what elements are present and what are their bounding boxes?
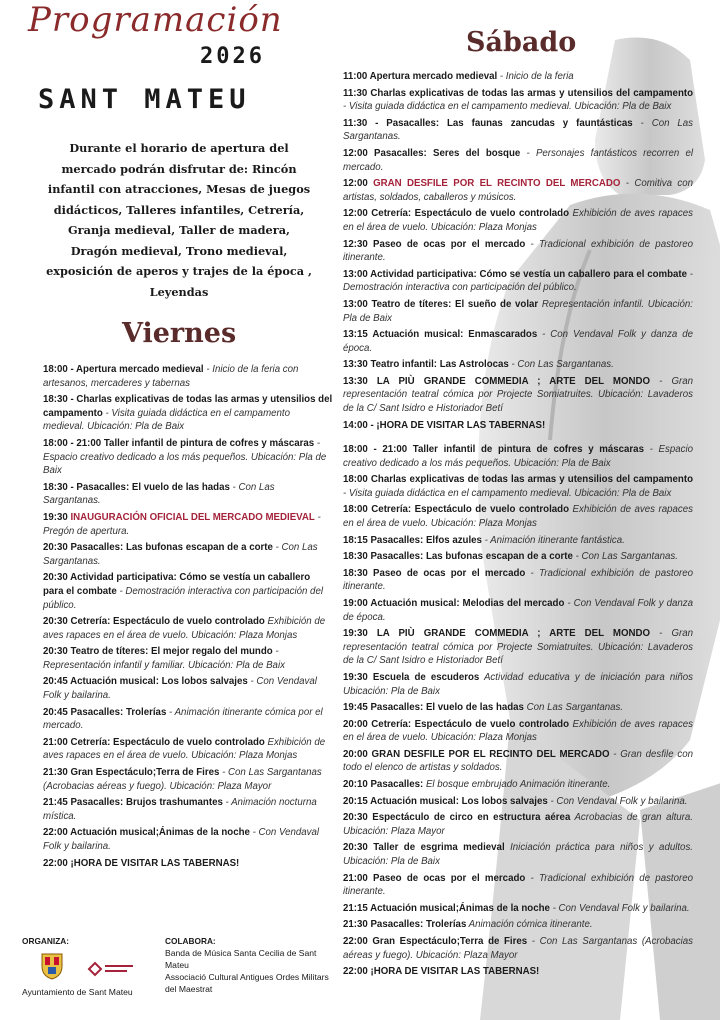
- event-highlight: GRAN DESFILE POR EL RECINTO DEL MERCADO: [373, 178, 621, 190]
- event-description: - Gran representación teatral cómica por Projecte Somiatruites. Ubicación: Lavaderos de la C/ Sant Isidro e Historiador Betí: [343, 628, 693, 667]
- event-highlight: INAUGURACIÓN OFICIAL DEL MERCADO MEDIEVAL: [70, 511, 315, 523]
- colabora-line: Banda de Música Santa Cecilia de Sant Mateu: [165, 948, 317, 970]
- schedule-event: [343, 811, 693, 838]
- event-description: - Demostración interactiva con participación del público.: [343, 268, 693, 294]
- event-description: - Visita guiada didáctica en el campamento medieval. Ubicación: Pla de Baix: [43, 407, 290, 433]
- schedule-event: [343, 534, 693, 548]
- schedule-event: [343, 935, 693, 962]
- viernes-heading: Viernes: [122, 318, 237, 349]
- schedule-event: [343, 147, 693, 174]
- schedule-event: [43, 645, 333, 672]
- event-title: 14:00 - ¡HORA DE VISITAR LAS TABERNAS!: [343, 419, 546, 431]
- event-title: 13:00 Teatro de títeres: El sueño de volar: [343, 298, 539, 310]
- schedule-event: [343, 443, 693, 470]
- event-title: 22:00 Actuación musical;Ánimas de la noche: [43, 827, 250, 839]
- event-description: - Con Las Sargantanas.: [43, 542, 318, 567]
- schedule-event: [343, 748, 693, 775]
- schedule-event: [43, 736, 333, 763]
- schedule-event: [343, 627, 693, 668]
- schedule-event: [43, 541, 333, 568]
- event-description: - Personajes fantásticos recorren el mercado.: [343, 147, 693, 173]
- event-title: 18:15 Pasacalles: Elfos azules: [343, 534, 482, 546]
- schedule-event: [43, 363, 333, 390]
- event-title: 11:30 - Pasacalles: Las faunas zancudas y fauntásticas: [343, 117, 633, 129]
- event-description: El bosque embrujado Animación itinerante.: [423, 779, 611, 791]
- schedule-event: [343, 70, 693, 84]
- colabora-block: [165, 935, 330, 995]
- event-title: 20:30 Espectáculo de circo en estructura aérea: [343, 812, 571, 824]
- schedule-event: [343, 965, 693, 979]
- schedule-event: [43, 511, 333, 538]
- schedule-event: [343, 328, 693, 355]
- event-title: 12:00: [343, 178, 374, 190]
- event-description: - Con Las Sargantanas (Acrobacias aéreas y fuego). Ubicación: Plaza Mayor: [343, 936, 693, 961]
- event-title: 22:00 ¡HORA DE VISITAR LAS TABERNAS!: [343, 966, 540, 978]
- event-description: Animación cómica itinerante.: [466, 919, 593, 931]
- event-title: 21:30 Gran Espectáculo;Terra de Fires: [43, 767, 220, 779]
- schedule-event: [343, 902, 693, 916]
- event-title: 21:30 Pasacalles: Trolerías: [343, 919, 467, 931]
- event-title: 18:30 - Charlas explicativas de todas las armas y utensilios del campamento: [43, 394, 333, 419]
- event-description: - Con Vendaval Folk y danza de época.: [343, 329, 693, 354]
- event-description: - Visita guiada didáctica en el campamento medieval. Ubicación: Pla de Baix: [343, 101, 672, 113]
- schedule-event: [43, 571, 333, 612]
- event-title: 19:30: [43, 511, 71, 523]
- event-description: - Animación itinerante cómica por el mercado.: [43, 706, 323, 732]
- event-description: Iniciación práctica para niños y adultos. Ubicación: Pla de Baix: [343, 842, 693, 868]
- event-description: Representación infantil. Ubicación: Pla de Baix: [343, 298, 693, 324]
- event-title: 22:00 Gran Espectáculo;Terra de Fires: [343, 936, 528, 947]
- organiza-name: Ayuntamiento de Sant Mateu: [22, 987, 133, 997]
- event-title: 20:30 Actividad participativa: Cómo se vestía un caballero para el combate: [43, 572, 311, 597]
- schedule-event: [343, 419, 693, 433]
- event-description: - Con Vendaval Folk y bailarina.: [547, 795, 688, 807]
- event-description: - Con Las Sargantanas.: [572, 551, 678, 563]
- event-title: 21:00 Cetrería: Espectáculo de vuelo controlado: [43, 736, 265, 748]
- schedule-event: [343, 298, 693, 325]
- event-description: Exhibición de aves rapaces en el área de vuelo. Ubicación: Plaza Monjas: [343, 208, 693, 233]
- event-title: 20:30 Cetrería: Espectáculo de vuelo controlado: [43, 616, 265, 628]
- event-description: - Con Las Sargantanas.: [343, 117, 693, 143]
- event-description: - Inicio de la feria: [497, 71, 574, 82]
- sabado-heading: Sábado: [466, 27, 577, 58]
- schedule-event: [43, 437, 333, 478]
- schedule-event: [343, 795, 693, 809]
- event-title: 18:00 Charlas explicativas de todas las armas y utensilios del campamento: [343, 474, 693, 486]
- event-description: - Gran representación teatral cómica por Projecte Somiatruites. Ubicación: Lavaderos de la C/ Sant Isidro e Historiador Betí: [343, 375, 693, 415]
- schedule-event: [343, 268, 693, 295]
- colabora-line: Associació Cultural Antigues Ordes Militars del Maestrat: [165, 972, 329, 994]
- event-description: - Pregón de apertura.: [43, 511, 321, 537]
- event-title: 22:00 ¡HORA DE VISITAR LAS TABERNAS!: [43, 857, 240, 869]
- event-title: 12:30 Paseo de ocas por el mercado: [343, 238, 526, 250]
- event-description: - Tradicional exhibición de pastoreo itinerante.: [343, 238, 694, 264]
- event-title: 11:30 Charlas explicativas de todas las armas y utensilios del campamento: [343, 87, 693, 99]
- schedule-event: [343, 87, 693, 114]
- schedule-event: [343, 550, 693, 564]
- event-title: 18:00 - 21:00 Taller infantil de pintura de cofres y máscaras: [43, 437, 315, 449]
- event-description: Con Las Sargantanas.: [523, 702, 624, 714]
- event-description: Exhibición de aves rapaces en el área de vuelo. Ubicación: Plaza Monjas: [43, 616, 326, 641]
- schedule-event: [343, 701, 693, 715]
- event-description: - Visita guiada didáctica en el campamento medieval. Ubicación: Pla de Baix: [343, 487, 672, 499]
- schedule-event: [43, 857, 333, 871]
- town-title: SANT MATEU: [38, 84, 251, 115]
- event-title: 18:30 Pasacalles: Las bufonas escapan de a corte: [343, 551, 573, 563]
- event-title: 21:00 Paseo de ocas por el mercado: [343, 872, 526, 884]
- schedule-event: [343, 375, 693, 416]
- event-title: 20:30 Pasacalles: Las bufonas escapan de a corte: [43, 542, 273, 554]
- schedule-event: [343, 597, 693, 624]
- schedule-event: [343, 473, 693, 500]
- colabora-label: COLABORA:: [165, 936, 216, 946]
- event-description: - Inicio de la feria con artesanos, mercaderes y tabernas: [43, 364, 299, 389]
- event-description: - Demostración interactiva con participación del público.: [43, 585, 323, 611]
- event-description: - Tradicional exhibición de pastoreo itinerante.: [343, 872, 694, 898]
- schedule-event: [43, 826, 333, 853]
- event-description: Exhibición de aves rapaces en el área de vuelo. Ubicación: Plaza Monjas: [343, 718, 693, 744]
- event-description: - Animación itinerante fantástica.: [481, 534, 625, 546]
- schedule-event: [43, 675, 333, 702]
- event-title: 18:00 - Apertura mercado medieval: [43, 364, 204, 375]
- schedule-event: [343, 918, 693, 932]
- schedule-event: [343, 718, 693, 745]
- schedule-event: [43, 796, 333, 823]
- schedule-event: [343, 117, 693, 144]
- sabado-evening-schedule: [343, 443, 693, 982]
- event-description: - Con Las Sargantanas (Acrobacias aéreas y fuego). Ubicación: Plaza Mayor: [43, 767, 322, 792]
- event-description: - Representación infantil y familiar. Ubicación: Pla de Baix: [43, 646, 285, 671]
- event-title: 20:30 Teatro de títeres: El mejor regalo del mundo: [43, 646, 273, 658]
- schedule-event: [343, 872, 693, 899]
- event-title: 20:45 Actuación musical: Los lobos salvajes: [43, 676, 248, 688]
- event-description: - Con Vendaval Folk y bailarina.: [43, 676, 317, 702]
- event-title: 19:00 Actuación musical: Melodias del mercado: [343, 597, 565, 609]
- event-title: 21:15 Actuación musical;Ánimas de la noche: [343, 902, 550, 914]
- event-description: - Animación nocturna mística.: [43, 797, 317, 822]
- event-title: 12:00 Cetrería: Espectáculo de vuelo controlado: [343, 208, 569, 220]
- schedule-event: [43, 615, 333, 642]
- schedule-event: [43, 393, 333, 434]
- event-description: - Con Vendaval Folk y bailarina.: [43, 827, 320, 852]
- event-title: 20:30 Taller de esgrima medieval: [343, 842, 505, 854]
- schedule-event: [43, 706, 333, 733]
- event-title: 13:30 LA PIÙ GRANDE COMMEDIA ; ARTE DEL MONDO: [343, 375, 651, 387]
- event-description: - Con Vendaval Folk y bailarina.: [549, 902, 690, 914]
- schedule-event: [343, 841, 693, 868]
- sabado-morning-schedule: [343, 70, 693, 435]
- event-description: - Gran desfile con todo el elenco de artistas y soldados.: [343, 748, 693, 774]
- event-title: 13:00 Actividad participativa: Cómo se vestía un caballero para el combate: [343, 268, 688, 280]
- year-label: 2026: [200, 44, 265, 69]
- schedule-event: [43, 766, 333, 793]
- event-title: 19:30 LA PIÙ GRANDE COMMEDIA ; ARTE DEL MONDO: [343, 628, 651, 640]
- event-description: Exhibición de aves rapaces en el área de vuelo. Ubicación: Plaza Monjas: [43, 736, 326, 762]
- event-title: 20:45 Pasacalles: Trolerías: [43, 706, 167, 718]
- event-title: 19:30 Escuela de escuderos: [343, 671, 480, 683]
- event-description: Exhibición de aves rapaces en el área de vuelo. Ubicación: Plaza Monjas: [343, 504, 693, 529]
- event-title: 18:30 - Pasacalles: El vuelo de las hadas: [43, 481, 230, 493]
- event-title: 20:15 Actuación musical: Los lobos salvajes: [343, 795, 548, 807]
- organiza-label: ORGANIZA:: [22, 936, 70, 946]
- event-title: 18:00 Cetrería: Espectáculo de vuelo controlado: [343, 504, 569, 516]
- event-title: 13:15 Actuación musical: Enmascarados: [343, 329, 538, 341]
- event-description: - Comitiva con artistas, soldados, caballeros y músicos.: [343, 178, 693, 203]
- event-title: 20:00 GRAN DESFILE POR EL RECINTO DEL MERCADO: [343, 748, 610, 760]
- programacion-script-title: Programación: [28, 0, 283, 40]
- event-title: 18:00 - 21:00 Taller infantil de pintura de cofres y máscaras: [343, 444, 644, 455]
- event-title: 11:00 Apertura mercado medieval: [343, 71, 498, 82]
- event-title: 12:00 Pasacalles: Seres del bosque: [343, 147, 521, 159]
- schedule-event: [343, 177, 693, 204]
- mercados-logo-icon: [86, 960, 136, 978]
- town-shield-icon: [40, 952, 64, 980]
- schedule-event: [343, 358, 693, 372]
- event-description: - Con Las Sargantanas.: [508, 359, 614, 371]
- event-description: - Con Las Sargantanas.: [43, 481, 275, 507]
- event-title: 20:00 Cetrería: Espectáculo de vuelo controlado: [343, 718, 569, 730]
- schedule-event: [343, 778, 693, 792]
- event-title: 13:30 Teatro infantil: Las Astrolocas: [343, 359, 509, 371]
- schedule-event: [343, 238, 693, 265]
- event-description: Acrobacias de gran altura. Ubicación: Plaza Mayor: [343, 812, 693, 837]
- event-title: 18:30 Paseo de ocas por el mercado: [343, 567, 526, 579]
- event-description: - Espacio creativo dedicado a los más pequeños. Ubicación: Pla de Baix: [43, 437, 327, 477]
- schedule-event: [43, 481, 333, 508]
- event-title: 21:45 Pasacalles: Brujos trashumantes: [43, 797, 223, 809]
- schedule-event: [343, 671, 693, 698]
- schedule-event: [343, 207, 693, 234]
- event-description: - Con Vendaval Folk y danza de época.: [343, 597, 693, 623]
- intro-paragraph: Durante el horario de apertura del mercado podrán disfrutar de: Rincón infantil con atracciones, Mesas de juegos didácticos, Talleres infantiles, Cetrería, Granja medieval, Taller de madera, Dragón medieval, Trono medieval, exposición de aperos y trajes de la época , Leyendas: [46, 141, 312, 299]
- event-title: 20:10 Pasacalles:: [343, 779, 424, 791]
- event-description: Actividad educativa y de iniciación para niños Ubicación: Pla de Baix: [343, 671, 693, 697]
- viernes-schedule: [43, 363, 333, 873]
- event-description: - Tradicional exhibición de pastoreo itinerante.: [343, 567, 694, 593]
- schedule-event: [343, 503, 693, 530]
- event-description: - Espacio creativo dedicado a los más pequeños. Ubicación: Pla de Baix: [343, 444, 693, 469]
- event-title: 19:45 Pasacalles: El vuelo de las hadas: [343, 702, 524, 714]
- schedule-event: [343, 567, 693, 594]
